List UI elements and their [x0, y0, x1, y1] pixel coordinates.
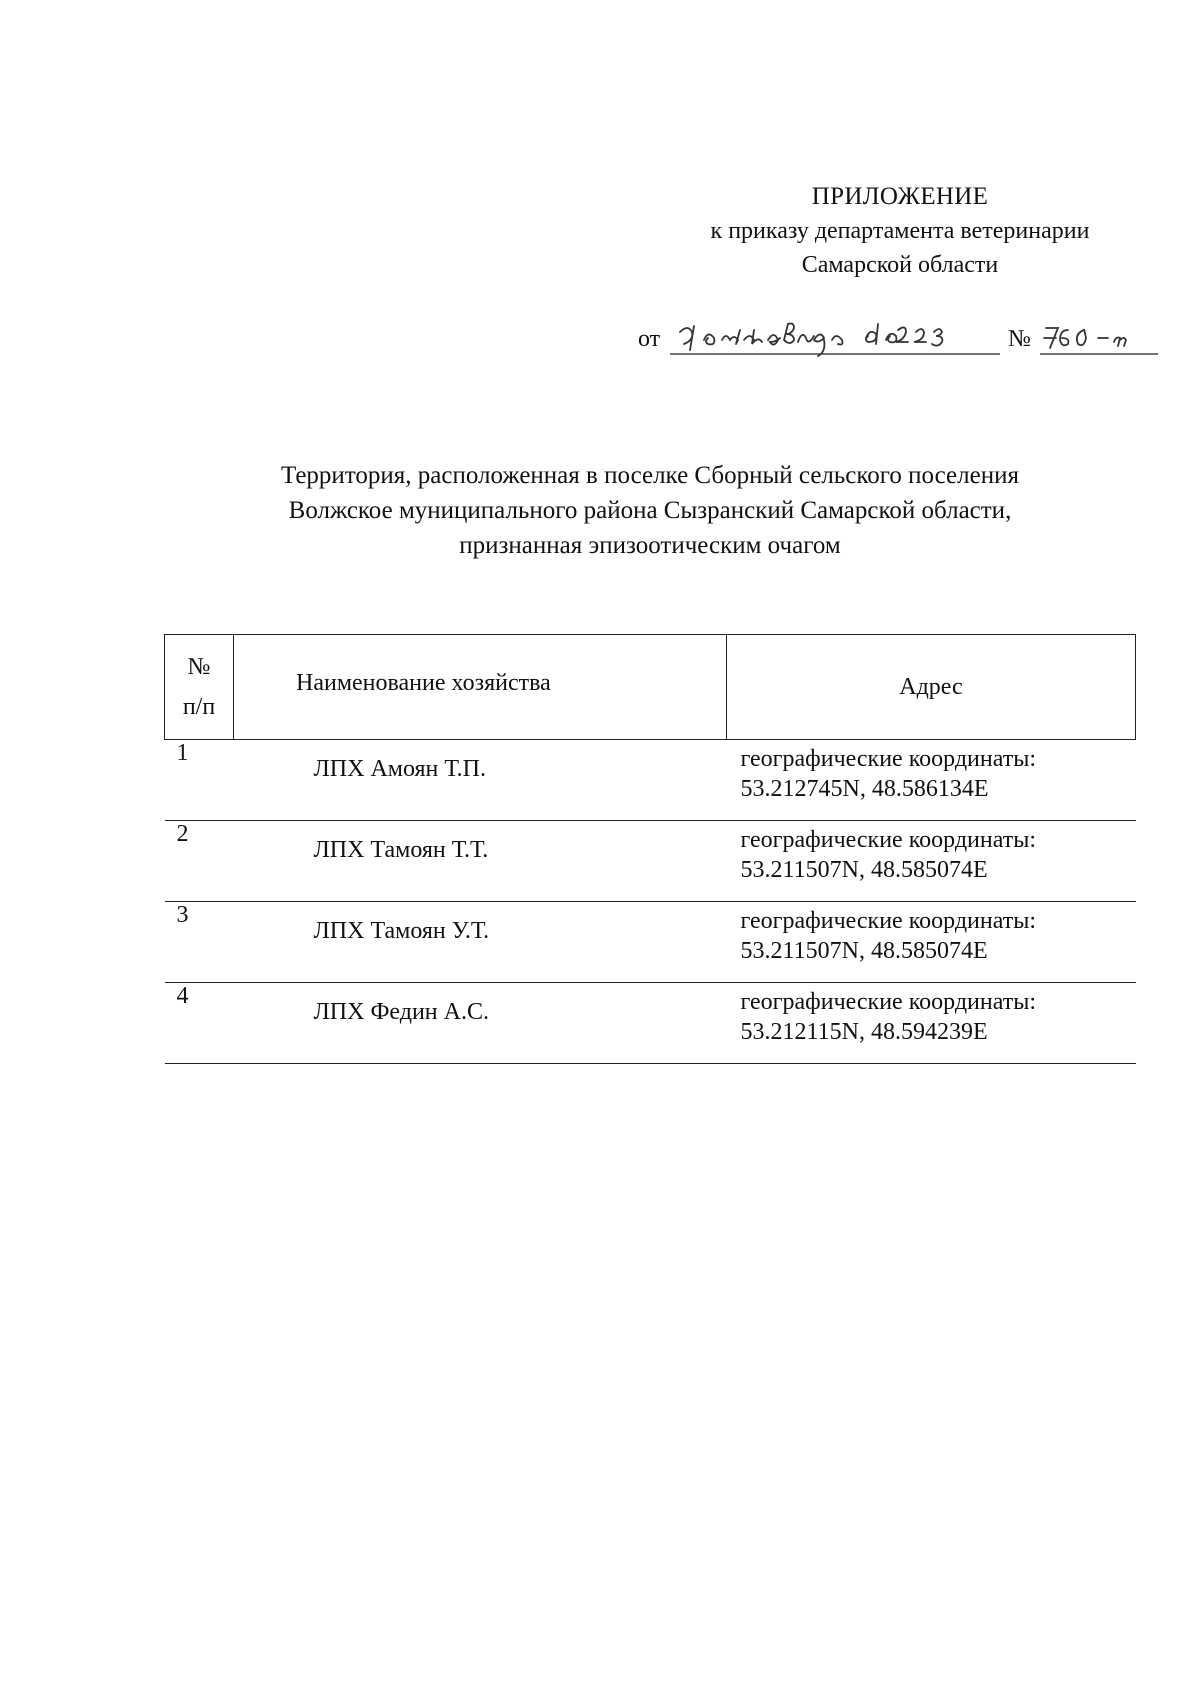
document-title-line-1: Территория, расположенная в поселке Сборный сельского поселения [281, 462, 1019, 489]
row-number: 2 [165, 821, 234, 902]
document-title-line-2: Волжское муниципального района Сызранский Самарской области, [288, 497, 1012, 524]
handwritten-order-number [1040, 316, 1158, 362]
table-row [165, 902, 1136, 983]
address-coordinates: 53.212745N, 48.586134E [740, 776, 989, 802]
header-number [165, 635, 234, 740]
header-number-abbr: п/п [182, 694, 216, 720]
table-row [165, 821, 1136, 902]
row-number: 3 [165, 902, 234, 983]
handwritten-date [670, 316, 1000, 362]
farm-name: ЛПХ Тамоян У.Т. [234, 902, 727, 983]
farm-address [727, 983, 1136, 1064]
farm-address [727, 902, 1136, 983]
document-title-line-3: признанная эпизоотическим очагом [459, 532, 841, 559]
farm-name: ЛПХ Амоян Т.П. [234, 740, 727, 821]
appendix-line-region: Самарской области [801, 252, 999, 278]
document-title [160, 458, 1140, 563]
order-date-number-line [638, 316, 1158, 362]
header-address: Адрес [727, 635, 1136, 740]
address-label: географические координаты: [740, 827, 1037, 853]
farm-name: ЛПХ Тамоян Т.Т. [234, 821, 727, 902]
appendix-header [640, 180, 1160, 282]
address-coordinates: 53.212115N, 48.594239E [740, 1019, 988, 1045]
appendix-title: ПРИЛОЖЕНИЕ [811, 183, 989, 210]
header-number-sign: № [187, 654, 211, 680]
address-coordinates: 53.211507N, 48.585074E [740, 857, 988, 883]
from-label: от [638, 326, 661, 352]
farm-name: ЛПХ Федин А.С. [234, 983, 727, 1064]
address-label: географические координаты: [740, 989, 1037, 1015]
address-coordinates: 53.211507N, 48.585074E [740, 938, 988, 964]
table-row [165, 983, 1136, 1064]
row-number: 1 [165, 740, 234, 821]
table-header-row [165, 635, 1136, 740]
table-row [165, 740, 1136, 821]
appendix-line-order: к приказу департамента ветеринарии [710, 218, 1090, 244]
address-label: географические координаты: [740, 746, 1037, 772]
farm-address [727, 740, 1136, 821]
row-number: 4 [165, 983, 234, 1064]
address-label: географические координаты: [740, 908, 1037, 934]
farm-address [727, 821, 1136, 902]
number-label: № [1008, 326, 1031, 352]
farms-table [164, 634, 1136, 1064]
header-farm-name: Наименование хозяйства [234, 635, 727, 740]
